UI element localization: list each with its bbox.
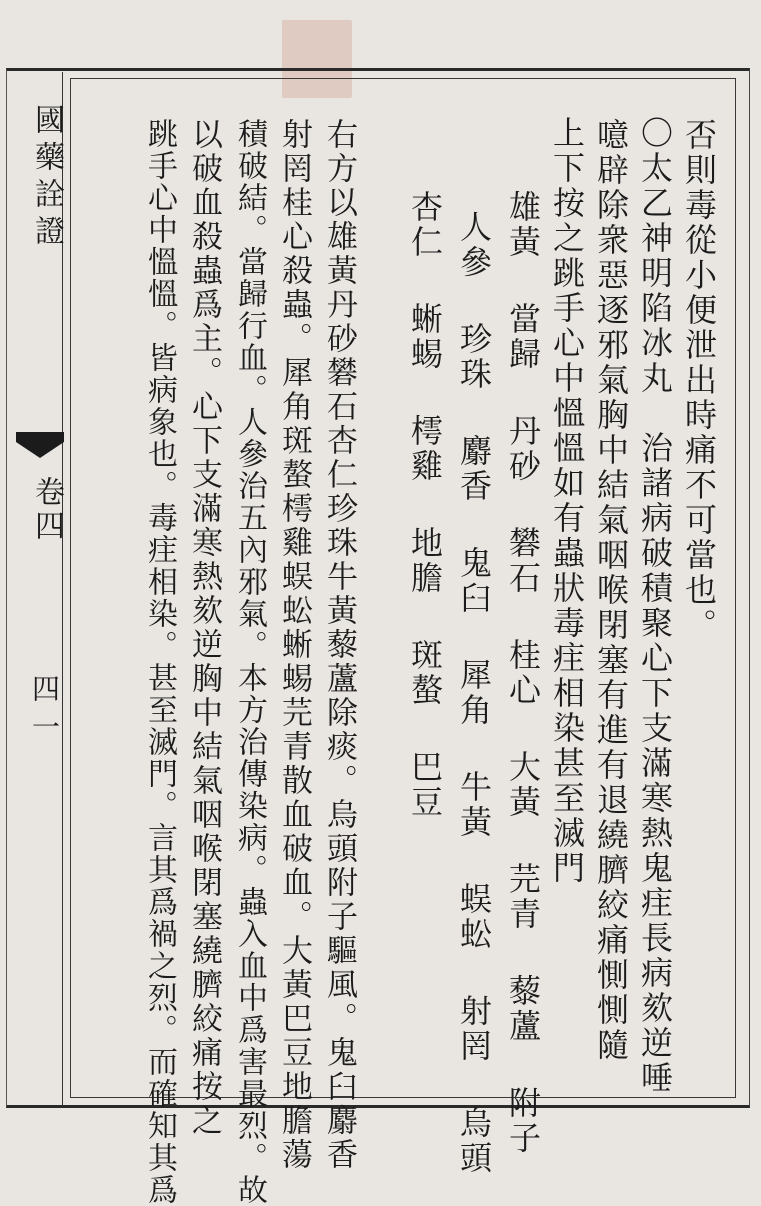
ingredient-column: [503, 190, 543, 1156]
fish-tail-mark-icon: [16, 428, 64, 468]
book-title: 國藥詮證: [29, 104, 64, 252]
ingredient: 丹砂: [504, 414, 542, 484]
ingredient: 大黃: [504, 750, 542, 820]
ingredient: 當歸: [504, 302, 542, 372]
text-column: 否則毒從小便泄出時痛不可當也。: [680, 118, 718, 643]
ingredient: 犀角: [455, 658, 493, 728]
ingredient: 烏頭: [455, 1106, 493, 1176]
ingredient: 芫青: [504, 862, 542, 932]
margin-gutter: [16, 94, 64, 1094]
ingredient: 蜥蜴: [406, 302, 444, 372]
ingredient: 牛黃: [455, 770, 493, 840]
ingredient: 桂心: [504, 638, 542, 708]
text-column: 射罔桂心殺蟲。犀角斑螯樗雞蜈蚣蜥蜴芫青散血破血。大黃巴豆地膽蕩: [276, 118, 312, 1172]
ingredient: 礬石: [504, 526, 542, 596]
ingredient: 巴豆: [406, 750, 444, 820]
ingredient: 附子: [504, 1086, 542, 1156]
text-column: 積破結。當歸行血。人參治五內邪氣。本方治傳染病。蟲入血中爲害最烈。故: [232, 118, 267, 1206]
ingredient: 斑螯: [406, 638, 444, 708]
text-column: 上下按之跳手心中慍慍如有蟲狀毒疰相染甚至滅門: [548, 116, 586, 886]
ingredient-column: [405, 190, 445, 820]
ingredient: 藜蘆: [504, 974, 542, 1044]
text-column: 跳手心中慍慍。皆病象也。毒疰相染。甚至滅門。言其爲禍之烈。而確知其爲: [142, 118, 177, 1206]
text-column: 右方以雄黃丹砂礬石杏仁珍珠牛黃藜蘆除痰。烏頭附子驅風。鬼臼麝香: [321, 118, 357, 1172]
ingredient: 珍珠: [455, 322, 493, 392]
text-column: 〇太乙神明陷冰丸 治諸病破積聚心下支滿寒熱鬼疰長病欬逆唾: [636, 116, 674, 1096]
ingredient: 射罔: [455, 994, 493, 1064]
ingredient: 鬼臼: [455, 546, 493, 616]
page-number: 四一: [28, 674, 61, 750]
ingredient: 蜈蚣: [455, 882, 493, 952]
text-column: 噫辟除衆惡逐邪氣胸中結氣咽喉閉塞有進有退繞臍絞痛惻惻隨: [592, 118, 630, 1063]
ingredient-column: [454, 210, 494, 1176]
ingredient: 杏仁: [406, 190, 444, 260]
volume-label: 卷四: [29, 476, 64, 544]
ingredient: 麝香: [455, 434, 493, 504]
ingredient: 人參: [455, 210, 493, 280]
ingredient: 雄黃: [504, 190, 542, 260]
ingredient: 地膽: [406, 526, 444, 596]
text-column: 以破血殺蟲爲主。心下支滿寒熱欬逆胸中結氣咽喉閉塞繞臍絞痛按之: [186, 118, 222, 1138]
ingredient: 樗雞: [406, 414, 444, 484]
